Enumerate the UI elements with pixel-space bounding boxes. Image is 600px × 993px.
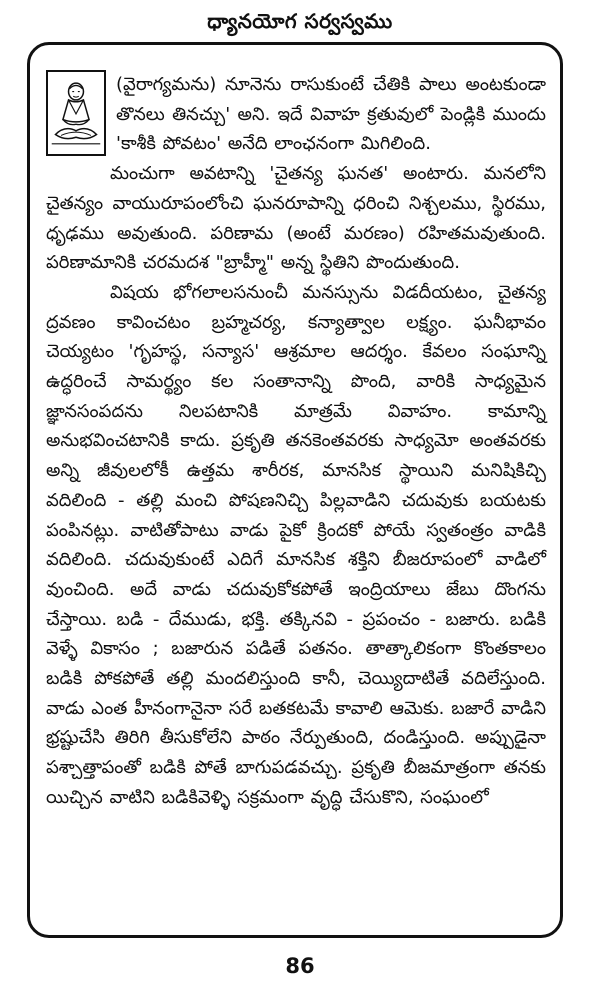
paragraph-1: (వైరాగ్యమను) నూనెను రాసుకుంటే చేతికి పాలు అంటకుండా తొనలు తినచ్చు' అని. ఇదే వివాహ క్రతువులో పెండ్లికి ముందు 'కాశీకి పోవటం' అనేది లాంఛనంగా మిగిలింది.	[116, 74, 546, 155]
paragraph-2: మంచుగా అవటాన్ని 'చైతన్య ఘనత' అంటారు. మనలోని చైతన్యం వాయురూపంలోంచి ఘనరూపాన్ని ధరించి నిశ్చలము, స్థిరము, ధృఢము అవుతుంది. పరిణామ (అంటే మరణం) రహితమవుతుంది. పరిణామానికి చరమదశ "బ్రాహ్మీ" అన్న స్థితిని పొందుతుంది.	[46, 163, 546, 274]
page-number: 86	[285, 954, 315, 978]
body-text	[46, 70, 546, 813]
running-title: ధ్యానయోగ సర్వస్వము	[207, 9, 393, 33]
portrait-spacer	[46, 70, 116, 158]
paragraph-3: విషయ భోగలాలసనుంచీ మనస్సును విడదీయటం, చైతన్య ద్రవణం కావించటం బ్రహ్మచర్య, కన్యాత్వాల లక్ష్యం. ఘనీభావం చెయ్యటం 'గృహస్థ, సన్యాస' ఆశ్రమాల ఆదర్శం. కేవలం సంఘాన్ని ఉద్ధరించే సామర్థ్యం కల సంతానాన్ని పొంది, వారికి సాధ్యమైన జ్ఞానసంపదను నిలపటానికి మాత్రమే వివాహం. కామాన్ని అనుభవించటానికి కాదు. ప్రకృతి తనకెంతవరకు సాధ్యమో అంతవరకు అన్ని జీవులలోకీ ఉత్తమ శారీరక, మానసిక స్థాయిని మనిషికిచ్చి వదిలింది - తల్లి మంచి పోషణనిచ్చి పిల్లవాడిని చదువుకు బయటకు పంపినట్లు. వాటితోపాటు వాడు పైకో క్రిందకో పోయే స్వతంత్రం వాడికి వదిలింది. చదువుకుంటే ఎదిగే మానసిక శక్తిని బీజరూపంలో వాడిలో వుంచింది. అదే వాడు చదువుకోకపోతే ఇంద్రియాలు జేబు దొంగను చేస్తాయి. బడి - దేముడు, భక్తి. తక్కినవి - ప్రపంచం - బజారు. బడికి వెళ్ళే వికాసం ; బజారున పడితే పతనం. తాత్కాలికంగా కొంతకాలం బడికి పోకపోతే తల్లి మందలిస్తుంది కానీ, చెయ్యిదాటితే వదిలేస్తుంది. వాడు ఎంత హీనంగానైనా సరే బతకటమే కావాలి ఆమెకు. బజారే వాడిని భ్రష్టుచేసి తిరిగి తీసుకోలేని పాఠం నేర్పుతుంది, దండిస్తుంది. అప్పుడైనా పశ్చాత్తాపంతో బడికి పోతే బాగుపడవచ్చు. ప్రకృతి బీజమాత్రంగా తనకు యిచ్చిన వాటిని బడికివెళ్ళి సక్రమంగా వృద్ధి చేసుకొని, సంఘంలో	[46, 281, 546, 808]
